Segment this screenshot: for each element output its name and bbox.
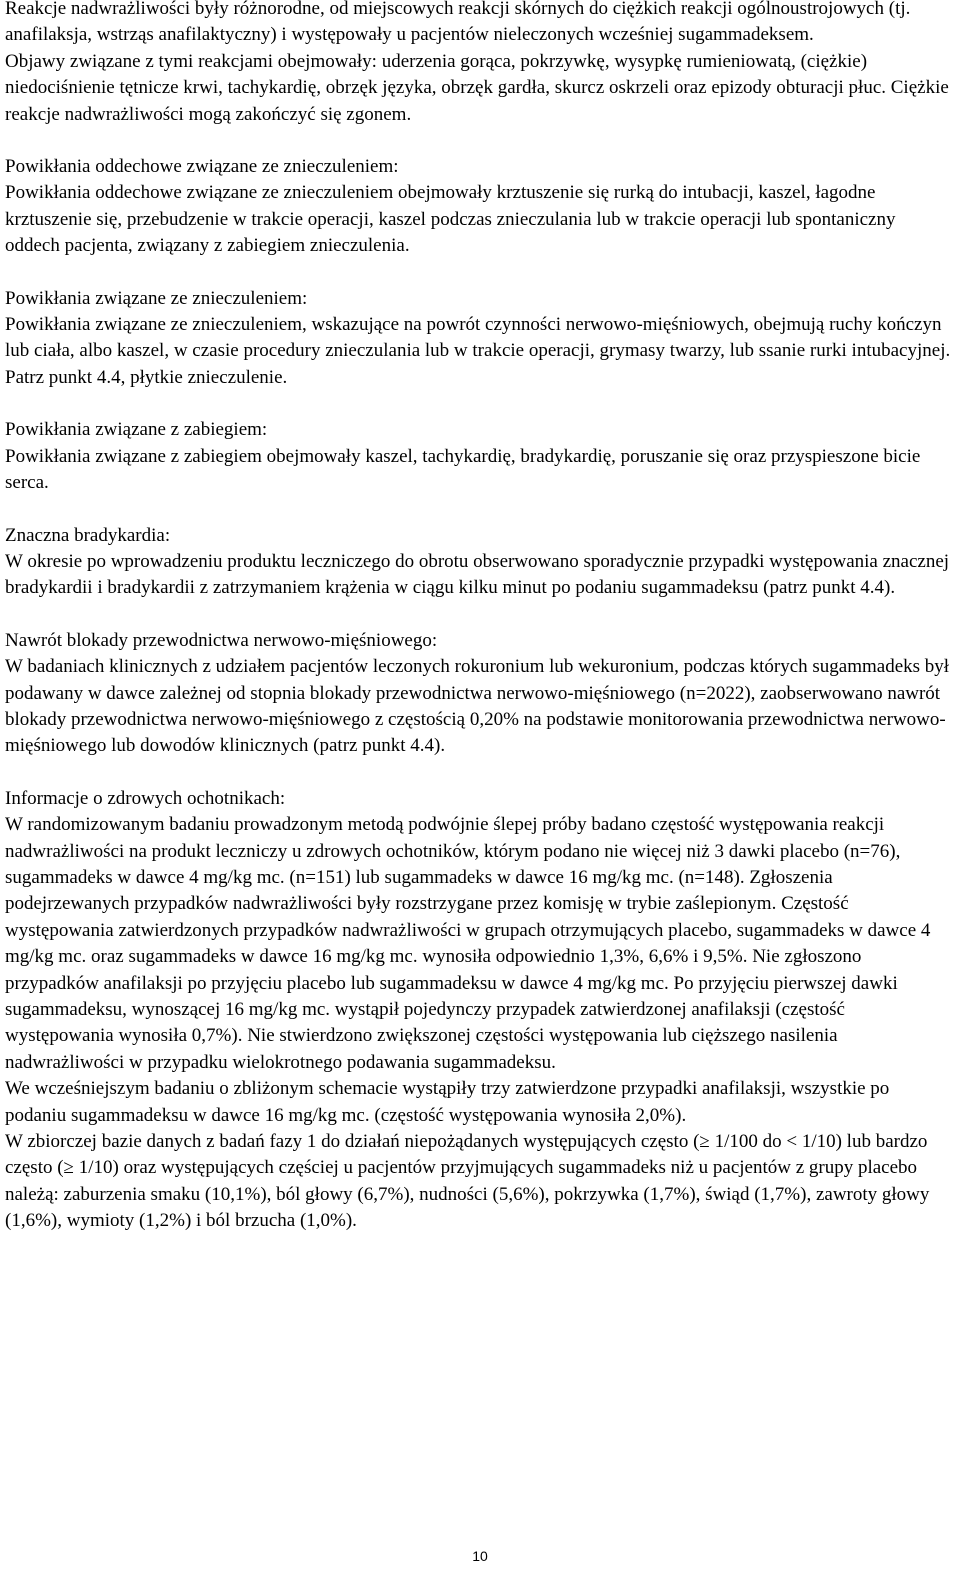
- paragraph-gap: [5, 391, 955, 417]
- paragraph-gap: [5, 128, 955, 154]
- section-body-continued: W zbiorczej bazie danych z badań fazy 1 do działań niepożądanych występujących często (≥ 1/100 do < 1/10) lub bardzo często (≥ 1/10) oraz występujących częściej u pacjentów przyjmujących sugammadeks niż u pacjentów z grupy placebo należą: zaburzenia smaku (10,1%), ból głowy (6,7%), nudności (5,6%), pokrzywka (1,7%), świąd (1,7%), zawroty głowy (1,6%), wymioty (1,2%) i ból brzucha (1,0%).: [5, 1131, 930, 1232]
- section-body: W okresie po wprowadzeniu produktu leczniczego do obrotu obserwowano sporadycznie przypadki występowania znacznej bradykardii i bradykardii z zatrzymaniem krążenia w ciągu kilku minut po podaniu sugammadeksu (patrz punkt 4.4).: [5, 550, 950, 599]
- section-neuromuscular-block-recurrence: [5, 628, 955, 760]
- paragraph-gap: [5, 497, 955, 523]
- section-body: Powikłania związane z zabiegiem obejmowały kaszel, tachykardię, bradykardię, poruszanie się oraz przyspieszone bicie serca.: [5, 445, 921, 494]
- paragraph-gap: [5, 602, 955, 628]
- intro-paragraph-2: Objawy związane z tymi reakcjami obejmowały: uderzenia gorąca, pokrzywkę, wysypkę rumieniowatą, (ciężkie) niedociśnienie tętnicze krwi, tachykardię, obrzęk języka, obrzęk gardła, skurcz oskrzeli oraz epizody obturacji płuc. Ciężkie reakcje nadwrażliwości mogą zakończyć się zgonem.: [5, 50, 949, 125]
- section-heading: Informacje o zdrowych ochotnikach:: [5, 787, 286, 809]
- intro-paragraph-1: Reakcje nadwrażliwości były różnorodne, od miejscowych reakcji skórnych do ciężkich reakcji ogólnoustrojowych (tj. anafilaksja, wstrząs anafilaktyczny) i występowały u pacjentów nieleczonych wcześniej sugammadeksem.: [5, 0, 911, 46]
- section-body: W badaniach klinicznych z udziałem pacjentów leczonych rokuronium lub wekuronium, podczas których sugammadeks był podawany w dawce zależnej od stopnia blokady przewodnictwa nerwowo-mięśniowego (n=2022), zaobserwowano nawrót blokady przewodnictwa nerwowo-mięśniowego z częstością 0,20% na podstawie monitorowania przewodnictwa nerwowo-mięśniowego lub dowodów klinicznych (patrz punkt 4.4).: [5, 656, 950, 757]
- document-page: [5, 0, 955, 1235]
- section-heading: Powikłania związane ze znieczuleniem:: [5, 287, 308, 309]
- section-heading: Powikłania oddechowe związane ze znieczuleniem:: [5, 156, 399, 178]
- section-bradycardia: [5, 523, 955, 602]
- page-number: 10: [472, 1548, 488, 1564]
- section-heading: Znaczna bradykardia:: [5, 524, 171, 546]
- paragraph-gap: [5, 760, 955, 786]
- section-body-continued: We wcześniejszym badaniu o zbliżonym schemacie wystąpiły trzy zatwierdzone przypadki anafilaksji, wszystkie po podaniu sugammadeksu w dawce 16 mg/kg mc. (częstość występowania wynosiła 2,0%).: [5, 1078, 890, 1126]
- section-heading: Nawrót blokady przewodnictwa nerwowo-mięśniowego:: [5, 629, 438, 651]
- section-procedure-complications: [5, 417, 955, 496]
- section-body: W randomizowanym badaniu prowadzonym metodą podwójnie ślepej próby badano częstość występowania reakcji nadwrażliwości na produkt leczniczy u zdrowych ochotników, którym podano nie więcej niż 3 dawki placebo (n=76), sugammadeks w dawce 4 mg/kg mc. (n=151) lub sugammadeks w dawce 16 mg/kg mc. (n=148). Zgłoszenia podejrzewanych przypadków nadwrażliwości były rozstrzygane przez komisję w trybie zaślepionym. Częstość występowania zatwierdzonych przypadków nadwrażliwości w grupach otrzymujących placebo, sugammadeks w dawce 4 mg/kg mc. oraz sugammadeks w dawce 16 mg/kg mc. wynosiła odpowiednio 1,3%, 6,6% i 9,5%. Nie zgłoszono przypadków anafilaksji po przyjęciu placebo lub sugammadeksu w dawce 4 mg/kg mc. Po przyjęciu pierwszej dawki sugammadeksu, wynoszącej 16 mg/kg mc. wystąpił pojedynczy przypadek zatwierdzonej anafilaksji (częstość występowania wynosiła 0,7%). Nie stwierdzono zwiększonej częstości występowania lub cięższego nasilenia nadwrażliwości w przypadku wielokrotnego podawania sugammadeksu.: [5, 814, 931, 1073]
- section-body: Powikłania oddechowe związane ze znieczuleniem obejmowały krztuszenie się rurką do intubacji, kaszel, łagodne krztuszenie się, przebudzenie w trakcie operacji, kaszel podczas znieczulania lub w trakcie operacji lub spontaniczny oddech pacjenta, związany z zabiegiem znieczulenia.: [5, 182, 896, 257]
- section-healthy-volunteers: [5, 786, 955, 1235]
- section-body: Powikłania związane ze znieczuleniem, wskazujące na powrót czynności nerwowo-mięśniowych, obejmują ruchy kończyn lub ciała, albo kaszel, w czasie procedury znieczulania lub w trakcie operacji, grymasy twarzy, lub ssanie rurki intubacyjnej. Patrz punkt 4.4, płytkie znieczulenie.: [5, 314, 951, 388]
- section-anesthesia-complications: [5, 286, 955, 392]
- section-respiratory-complications: [5, 154, 955, 260]
- section-heading: Powikłania związane z zabiegiem:: [5, 419, 268, 441]
- paragraph-gap: [5, 260, 955, 286]
